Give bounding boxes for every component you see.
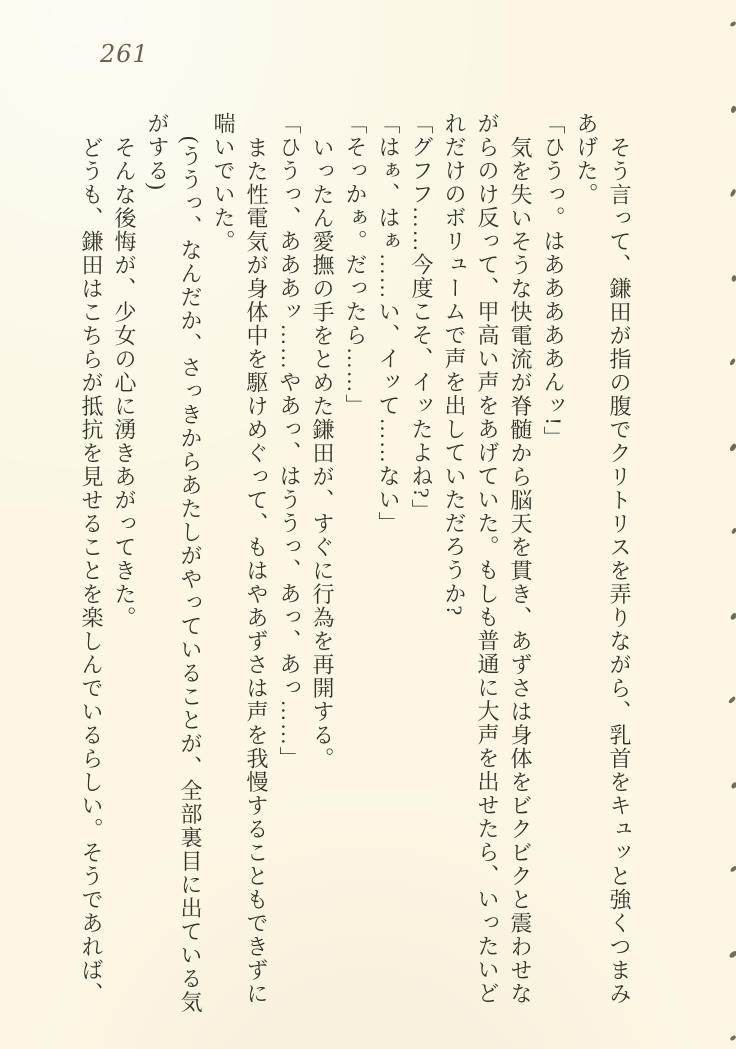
binding-mark — [729, 1035, 736, 1041]
binding-mark — [730, 781, 736, 788]
binding-mark — [729, 21, 736, 27]
binding-mark — [730, 274, 736, 282]
binding-mark — [729, 358, 736, 366]
binding-mark — [729, 612, 736, 620]
text-line-5: がらのけ反って、甲高い声をあげていた。もしも普通に大声を出せたら、いったいど — [475, 112, 500, 1005]
text-line-16: そんな後悔が、少女の心に湧きあがってきた。 — [112, 135, 137, 629]
text-line-13: 喘いでいた。 — [211, 112, 236, 253]
text-line-11: 「ひうっ、あああッ……やあっ、はううっ、あっ、あっ……」 — [277, 112, 302, 770]
binding-mark — [728, 442, 736, 451]
binding-mark — [729, 866, 736, 873]
text-line-2: あげた。 — [574, 112, 599, 206]
binding-mark — [728, 950, 736, 958]
binding-mark — [730, 528, 736, 535]
text-line-17: どうも、鎌田はこちらが抵抗を見せることを楽しんでいるらしい。そうであれば、 — [79, 135, 104, 1005]
text-line-4: 気を失いそうな快電流が脊髄から脳天を貫き、あずさは身体をビクビクと震わせな — [508, 135, 533, 1005]
text-line-12: また性電気が身体中を駆けめぐって、もはやあずさは声を我慢することもできずに — [244, 135, 269, 1005]
text-line-8: 「はぁ、はぁ……い、イッて……ない」 — [376, 112, 401, 535]
text-line-10: いったん愛撫の手をとめた鎌田が、すぐに行為を再開する。 — [310, 135, 335, 770]
text-line-6: れだけのボリュームで声を出していただろうか? — [442, 112, 467, 617]
text-line-9: 「そっかぁ。だったら……」 — [343, 112, 368, 418]
binding-mark — [729, 105, 736, 114]
text-line-1: そう言って、鎌田が指の腹でクリトリスを弄りながら、乳首をキュッと強くつまみ — [607, 135, 632, 1005]
text-block — [75, 112, 636, 1014]
text-line-15: がする) — [145, 112, 170, 192]
text-line-7: 「グフフ……今度こそ、イッたよね?」 — [409, 112, 434, 523]
binding-mark — [728, 696, 736, 704]
binding-mark — [729, 189, 736, 198]
text-line-14: (ううっ、なんだか、さっきからあたしがやっていることが、全部裏目に出ている気 — [178, 135, 203, 1014]
page-number: 261 — [100, 40, 149, 68]
text-line-3: 「ひうっ。はあああああんッ!」 — [541, 112, 566, 450]
